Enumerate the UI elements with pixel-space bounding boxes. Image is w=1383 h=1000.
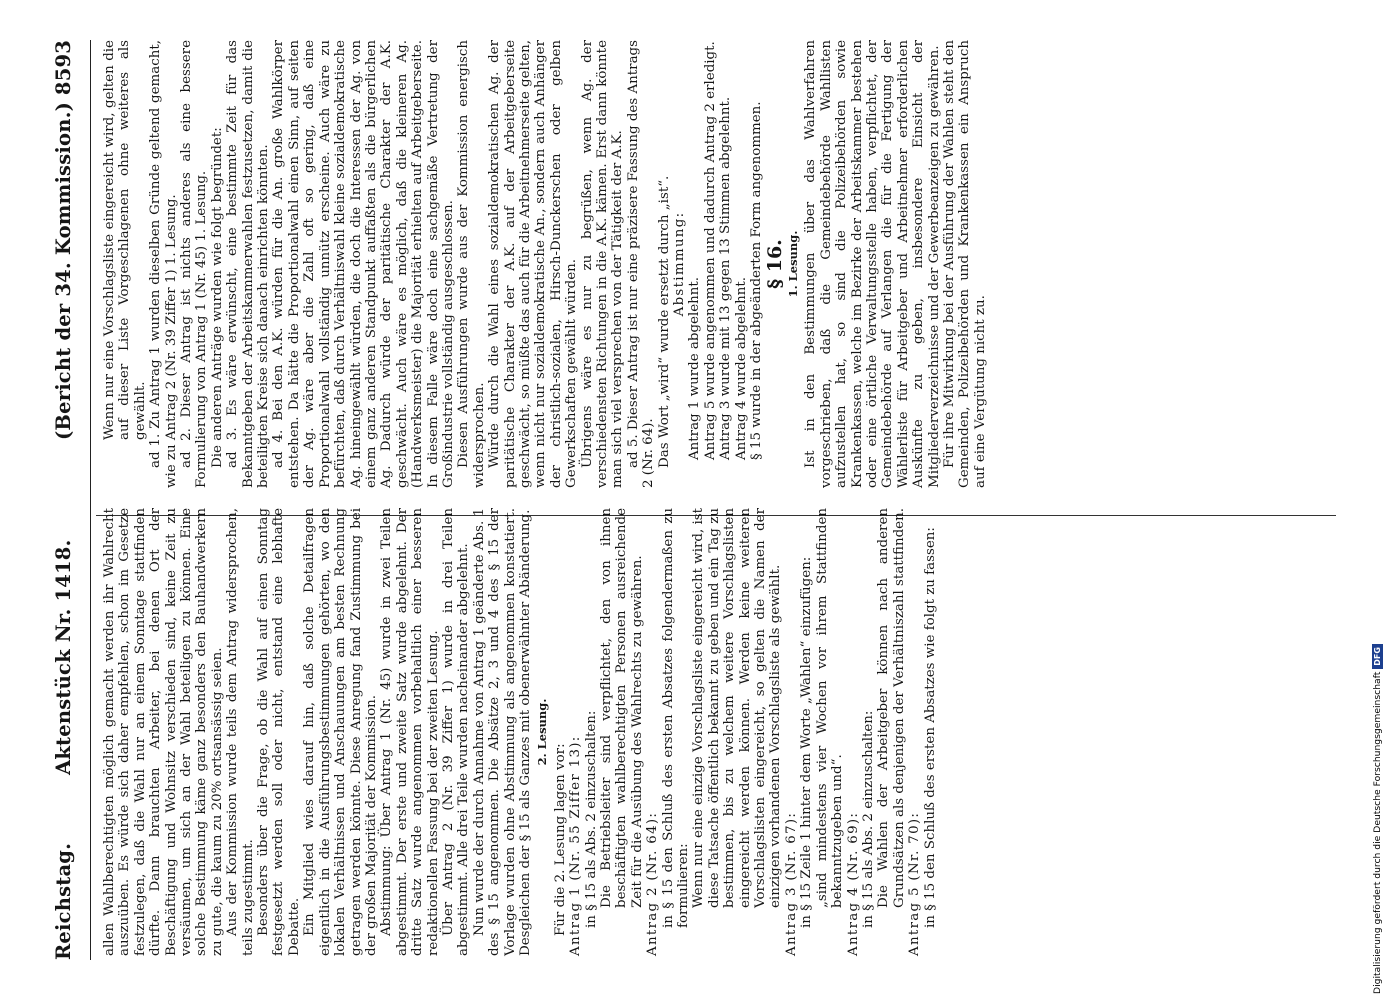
header-doc-ref: Aktenstück Nr. 1418. bbox=[52, 539, 75, 775]
page-header bbox=[52, 40, 88, 960]
paragraph: Über Antrag 2 (Nr. 39 Ziffer 1) wurde in drei Teilen abgestimmt. Alle drei Teile wurden nacheinander abgelehnt. bbox=[440, 508, 472, 956]
credit-text-wrap bbox=[1372, 6, 1383, 994]
header-reichstag: Reichstag. bbox=[52, 842, 75, 960]
antrag-quote: Die Betriebsleiter sind verpflichtet, den von ihnen beschäftigten wahlberechtigten Personen ausreichende Zeit für die Ausübung des Wahlrechts zu gewähren. bbox=[599, 508, 645, 908]
subheading-lesung: 1. Lesung. bbox=[785, 230, 800, 298]
paragraph: Besonders über die Frage, ob die Wahl auf einen Sonntag festgesetzt werden soll oder nicht, entstand eine lebhafte Debatte. bbox=[256, 508, 302, 956]
antrag-quote: „sind mindestens vier Wochen vor ihrem Stattfinden bekanntzugeben und“. bbox=[814, 508, 846, 908]
antrag-heading: Antrag 2 (Nr. 64): bbox=[645, 811, 661, 956]
antrag-quote: Wenn nur eine Vorschlagsliste eingereicht wird, gelten die auf dieser Liste Vorgeschlagenen ohne weiteres als gewählt. bbox=[102, 40, 148, 440]
credit-text: Digitalisierung gefördert durch die Deutsche Forschungsgemeinschaft bbox=[1372, 671, 1383, 994]
result-line: Antrag 4 wurde abgelehnt. bbox=[733, 276, 749, 460]
abstimmung-label: Abstimmung: bbox=[672, 211, 688, 317]
paragraph: Ist in den Bestimmungen über das Wahlverfahren vorgeschrieben, daß die Gemeindebehörde Wahllisten aufzustellen hat, so sind die Polizeibehörden sowie Krankenkassen, welche im Bezirke der Arbeitskammer bestehen oder eine örtliche Verwaltungsstelle haben, verpflichtet, der Gemeindebehörde auf Verlangen die für die Fertigung der Wählerliste für Arbeitgeber und Arbeitnehmer erforderlichen Auskünfte zu geben, insbesondere Einsicht der Mitgliederverzeichnisse und der Gewerbeanzeigen zu gewähren. bbox=[803, 40, 942, 488]
antrag-text: in § 15 Zeile 1 hinter dem Worte „Wahlen“ einzufügen: bbox=[799, 556, 815, 928]
result-line: § 15 wurde in der abgeänderten Form angenommen. bbox=[749, 101, 765, 460]
subheading-lesung: 2. Lesung. bbox=[535, 698, 550, 766]
antrag-text: in § 15 den Schluß des ersten Absatzes wie folgt zu fassen: bbox=[922, 527, 938, 928]
header-rule bbox=[90, 40, 91, 960]
paragraph: ad 1. Zu Antrag 1 wurden dieselben Gründe geltend gemacht, wie zu Antrag 2 (Nr. 39 Ziffer 1) 1. Lesung. bbox=[148, 40, 179, 488]
header-report: (Bericht der 34. Kommission.) bbox=[52, 101, 75, 440]
result-line: Antrag 1 wurde abgelehnt. bbox=[687, 276, 703, 460]
paragraph: Abstimmung: Über Antrag 1 (Nr. 45) wurde in zwei Teilen abgestimmt. Der erste und zweite Satz wurde abgelehnt. Der dritte Satz wurde angenommen vorbehaltlich einer besseren redaktionellen Fassung bei der zweiten Lesung. bbox=[379, 508, 441, 956]
paragraph: Würde durch die Wahl eines sozialdemokratischen Ag. der paritätische Charakter der A.K. auf der Arbeitgeberseite geschwächt, so müßte das auch für die Arbeitnehmerseite gelten, wenn nicht nur sozialdemokratische An., sondern auch Anhänger der christlich-sozialen, Hirsch-Dunckerschen oder gelben Gewerkschaften gewählt würden. bbox=[487, 40, 580, 488]
paragraph: Übrigens wäre es nur zu begrüßen, wenn Ag. der verschiedensten Richtungen in die A.K. kämen. Erst dann könnte man sich viel versprechen von der Tätigkeit der A.K. bbox=[579, 40, 626, 488]
section-heading: § 16. bbox=[764, 239, 787, 289]
paragraph: ad 3. Es wäre erwünscht, eine bestimmte Zeit für das Bekanntgeben der Arbeitskammerwahlen festzusetzen, damit die beteiligten Kreise sich danach einrichten könnten. bbox=[225, 40, 272, 488]
paragraph: allen Wahlberechtigten möglich gemacht werden ihr Wahlrecht auszuüben. Es würde sich daher empfehlen, schon im Gesetze festzulegen, daß die Wahl nur an einem Sonntage stattfinden dürfte. Dann brauchten Arbeiter, bei denen Ort der Beschäftigung und Wohnsitz verschieden sind, keine Zeit zu versäumen, um sich an der Wahl beteiligen zu können. Eine solche Bestimmung käme ganz besonders den Bauhandwerkern zu gute, die kaum zu 20% ortsansässig seien. bbox=[102, 508, 225, 956]
result-line: Antrag 5 wurde angenommen und dadurch Antrag 2 erledigt. bbox=[702, 41, 718, 460]
digitization-credit bbox=[1372, 6, 1383, 994]
dfg-logo: DFG bbox=[1372, 644, 1383, 669]
paragraph: ad 2. Dieser Antrag ist nichts anderes als eine bessere Formulierung von Antrag 1 (Nr. 45) 1. Lesung. bbox=[179, 40, 210, 488]
antrag-text: in § 15 als Abs. 2 einzuschalten: bbox=[583, 710, 599, 928]
paragraph: ad 4. Bei den A.K. würden für die An. große Wahlkörper entstehen. Da hätte die Proportionalwahl einen Sinn, auf seiten der Ag. wäre aber die Zahl oft so gering, daß eine Proportionalwahl vollständig unnütz erscheine. Auch wäre zu befürchten, daß durch Verhältniswahl kleine sozialdemokratische Ag. hineingewählt würden, die doch die Interessen der Ag. von einem ganz anderen Standpunkt auffaßten als die bürgerlichen Ag. Dadurch würde der paritätische Charakter der A.K. geschwächt. Auch wäre es möglich, daß die kleineren Ag. (Handwerksmeister) die Majorität erhielten auf Arbeitgeberseite. In diesem Falle wäre doch eine sachgemäße Vertretung der Großindustrie vollständig ausgeschlossen. bbox=[271, 40, 456, 488]
paragraph: Die anderen Anträge wurden wie folgt begründet: bbox=[209, 127, 225, 468]
paragraph: ad 5. Dieser Antrag ist nur eine präzisere Fassung des Antrags 2 (Nr. 64). bbox=[625, 40, 657, 488]
antrag-quote: Die Wahlen der Arbeitgeber können nach anderen Grundsätzen als denjenigen der Verhältniszahl stattfinden. bbox=[876, 508, 907, 908]
paragraph: Für die 2. Lesung lagen vor: bbox=[552, 743, 568, 936]
paragraph: Nun wurde der durch Annahme von Antrag 1 geänderte Abs. 1 des § 15 angenommen. Die Absätze 2, 3 und 4 des § 15 der Vorlage wurden ohne Abstimmung als angenommen konstatiert. Desgleichen der § 15 als Ganzes mit obenerwähnter Abänderung. bbox=[471, 508, 533, 956]
paragraph: Das Wort „wird“ wurde ersetzt durch „ist“. bbox=[656, 175, 672, 468]
left-column bbox=[102, 508, 938, 956]
result-line: Antrag 3 wurde mit 13 gegen 13 Stimmen abgelehnt. bbox=[718, 96, 734, 460]
paragraph: Für ihre Mitwirkung bei der Ausführung der Wahlen steht den Gemeinden, Polizeibehörden und Krankenkassen ein Anspruch auf eine Vergütung nicht zu. bbox=[941, 40, 988, 488]
paragraph: Ein Mitglied wies darauf hin, daß solche Detailfragen eigentlich in die Ausführungsbestimmungen gehörten, wo den lokalen Verhältnissen und Anschauungen am besten Rechnung getragen werden könnte. Diese Anregung fand Zustimmung bei der großen Majorität der Kommission. bbox=[302, 508, 379, 956]
paragraph: Diesen Ausführungen wurde aus der Kommission energisch widersprochen. bbox=[456, 40, 487, 488]
antrag-heading: Antrag 4 (Nr. 69): bbox=[845, 811, 861, 956]
antrag-quote: Wenn nur eine einzige Vorschlagsliste eingereicht wird, ist diese Tatsache öffentlich bekannt zu geben und ein Tag zu bestimmen, bis zu welchem weitere Vorschlagslisten eingereicht werden können. Werden keine weiteren Vorschlagslisten eingereicht, so gelten die Namen der einzigen vorhandenen Vorschlagsliste als gewählt. bbox=[691, 507, 784, 908]
paragraph: Aus der Kommission wurde teils dem Antrag widersprochen, teils zugestimmt. bbox=[225, 508, 256, 956]
antrag-heading: Antrag 1 (Nr. 55 Ziffer 13): bbox=[568, 735, 584, 956]
antrag-heading: Antrag 5 (Nr. 70): bbox=[907, 811, 923, 956]
antrag-text: in § 15 als Abs. 2 einzuschalten: bbox=[860, 710, 876, 928]
right-column bbox=[102, 40, 988, 488]
antrag-heading: Antrag 3 (Nr. 67): bbox=[783, 811, 799, 956]
page-number: 8593 bbox=[52, 40, 75, 96]
antrag-text: in § 15 den Schluß des ersten Absatzes folgendermaßen zu formulieren: bbox=[660, 508, 692, 928]
